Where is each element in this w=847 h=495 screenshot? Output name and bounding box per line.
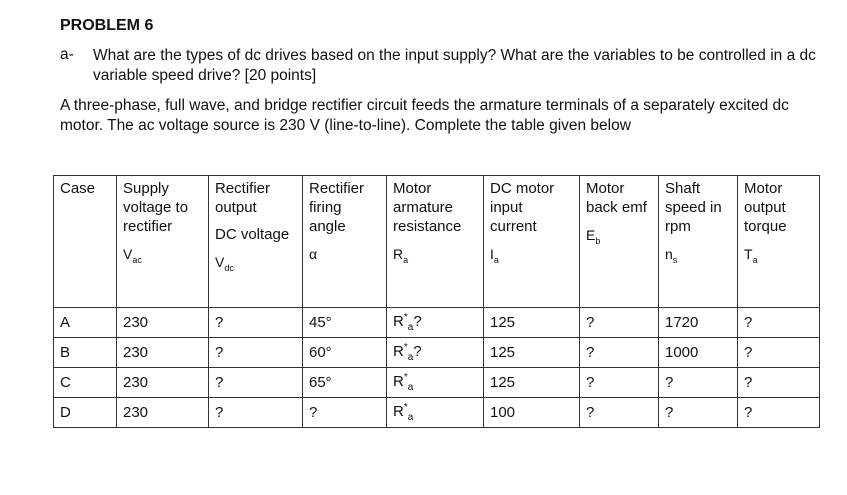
cell-ra: $R^*_a$?: [387, 338, 484, 368]
header-shaft-speed: Shaft speed in rpm $n_s$: [659, 176, 738, 308]
header-rectifier-output: Rectifier output DC voltage $V_{dc}$: [209, 176, 303, 308]
cell-ia: 125: [484, 368, 580, 398]
cell-vdc: ?: [209, 368, 303, 398]
table-row: [54, 368, 820, 398]
cell-ns: ?: [659, 368, 738, 398]
cell-alpha: 60°: [303, 338, 387, 368]
cell-case: D: [54, 398, 117, 428]
cell-ia: 125: [484, 308, 580, 338]
cell-vdc: ?: [209, 308, 303, 338]
table-header-row: [54, 176, 820, 308]
table-row: [54, 338, 820, 368]
header-input-current: DC motor input current $I_a$: [484, 176, 580, 308]
header-output-torque: Motor output torque $T_a$: [738, 176, 820, 308]
cell-ta: ?: [738, 368, 820, 398]
cell-alpha: ?: [303, 398, 387, 428]
question-label: a-: [60, 46, 74, 63]
cell-vdc: ?: [209, 338, 303, 368]
header-back-emf: Motor back emf $E_b$: [580, 176, 659, 308]
cell-eb: ?: [580, 338, 659, 368]
header-armature-resistance: Motor armature resistance $R_a$: [387, 176, 484, 308]
cell-eb: ?: [580, 368, 659, 398]
cell-vac: 230: [117, 308, 209, 338]
table-row: [54, 308, 820, 338]
cell-vac: 230: [117, 338, 209, 368]
cell-ns: ?: [659, 398, 738, 428]
cell-ra: $R^*_a$: [387, 368, 484, 398]
cell-ra: $R^*_a$: [387, 398, 484, 428]
cell-ta: ?: [738, 398, 820, 428]
cell-eb: ?: [580, 308, 659, 338]
header-case: Case: [54, 176, 117, 308]
cell-ra: $R^*_a$?: [387, 308, 484, 338]
cell-vdc: ?: [209, 398, 303, 428]
cell-case: C: [54, 368, 117, 398]
problem-intro: A three-phase, full wave, and bridge rectifier circuit feeds the armature terminals of a separately excited dc motor. The ac voltage source is 230 V (line-to-line). Complete the table given below: [60, 97, 789, 134]
cell-ns: 1720: [659, 308, 738, 338]
question-text: What are the types of dc drives based on the input supply? What are the variables to be controlled in a dc variable speed drive? [20 points]: [93, 47, 816, 84]
drive-table: [53, 175, 820, 428]
cell-vac: 230: [117, 398, 209, 428]
cell-ta: ?: [738, 308, 820, 338]
cell-eb: ?: [580, 398, 659, 428]
cell-ns: 1000: [659, 338, 738, 368]
cell-case: B: [54, 338, 117, 368]
table-row: [54, 398, 820, 428]
cell-ia: 125: [484, 338, 580, 368]
problem-heading: PROBLEM 6: [60, 17, 154, 34]
cell-ta: ?: [738, 338, 820, 368]
cell-case: A: [54, 308, 117, 338]
cell-vac: 230: [117, 368, 209, 398]
cell-alpha: 65°: [303, 368, 387, 398]
cell-ia: 100: [484, 398, 580, 428]
header-supply-voltage: Supply voltage to rectifier $V_{ac}$: [117, 176, 209, 308]
header-firing-angle: Rectifier firing angle α: [303, 176, 387, 308]
cell-alpha: 45°: [303, 308, 387, 338]
